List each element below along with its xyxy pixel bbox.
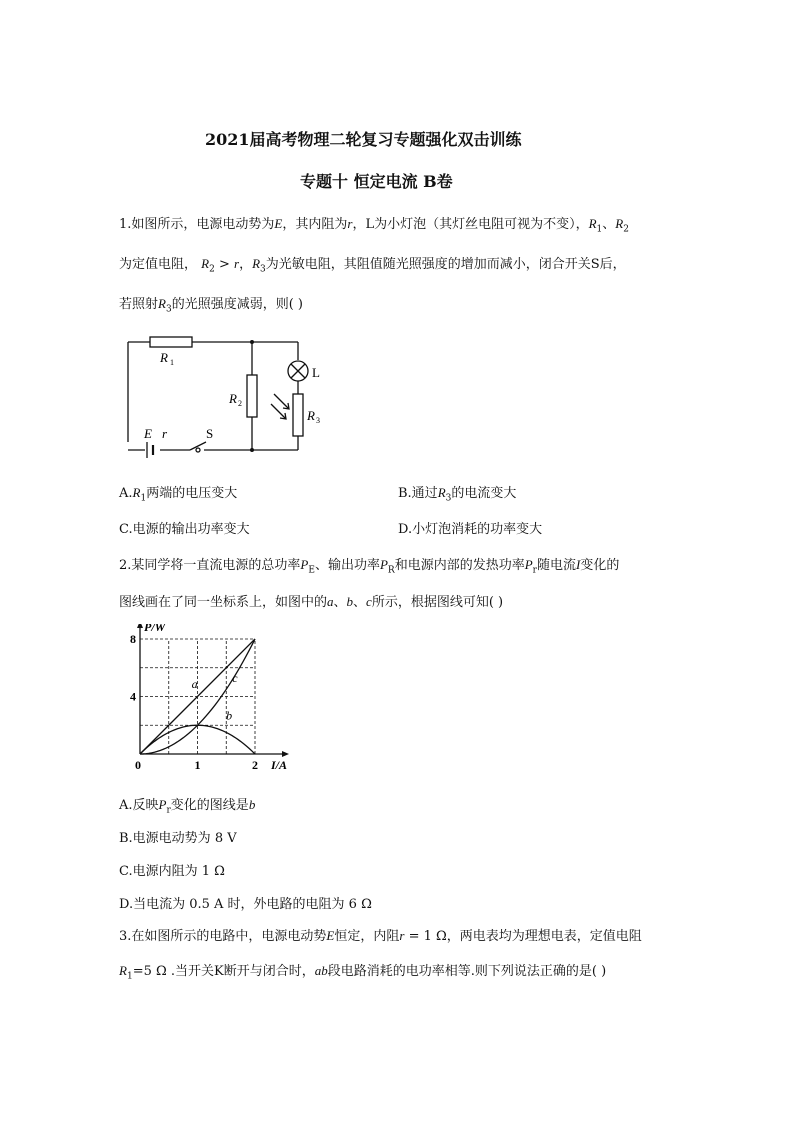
q3-text-b: 恒定，内阻 xyxy=(334,929,400,944)
q3-text-a: 3.在如图所示的电路中，电源电动势 xyxy=(119,929,327,944)
q2-option-a-curve: b xyxy=(248,797,256,812)
x-tick-label: 1 xyxy=(194,758,201,772)
label-internal-r: r xyxy=(162,426,168,441)
x-tick-label: 2 xyxy=(252,758,258,772)
q2-option-a-label: A.反映 xyxy=(119,798,159,813)
label-r1: R xyxy=(160,350,168,365)
q3-text-e: 段电路消耗的电功率相等.则下列说法正确的是( ) xyxy=(327,964,607,979)
q1-option-b-label: B.通过 xyxy=(398,486,438,501)
light-arrow-1 xyxy=(274,394,289,409)
q2-line2: 图线画在了同一坐标系上，如图中的a、b、c所示，根据图线可知( ) xyxy=(119,594,504,610)
switch-contact xyxy=(196,448,200,452)
q1-text-e: ， xyxy=(239,257,253,272)
q1-line1: 1.如图所示，电源电动势为E，其内阻为r，L为小灯泡（其灯丝电阻可视为不变），$R_1$、$R_2$ xyxy=(119,216,629,235)
series-label-c: c xyxy=(232,671,238,686)
q1-text-a: 1.如图所示，电源电动势为 xyxy=(119,217,275,232)
page-title: 2021届高考物理二轮复习专题强化双击训练 xyxy=(205,130,522,149)
q2-text-b: 、输出功率 xyxy=(314,558,380,573)
q2-text-g: 所示，根据图线可知( ) xyxy=(371,595,504,610)
q1-option-a[interactable]: $A.R_1$两端的电压变大 xyxy=(119,485,238,504)
q1-option-b-text: 的电流变大 xyxy=(451,486,517,501)
resistor-r2 xyxy=(247,375,257,417)
q1-line2: 为定值电阻， $R_2 > r$，$R_3$为光敏电阻，其阻值随光照强度的增加而减小，闭合开关S后， xyxy=(119,256,626,275)
q1-option-b[interactable]: B.通过$R_3$的电流变大 xyxy=(398,485,517,504)
q2-option-b[interactable]: B.电源电动势为 8 V xyxy=(119,831,237,846)
q1-symbol-r1: R xyxy=(588,216,597,231)
q2-text-f: 图线画在了同一坐标系上，如图中的 xyxy=(119,595,328,610)
q1-option-a-label: A. xyxy=(119,486,133,501)
power-current-chart xyxy=(126,624,306,776)
q1-text-f: 为光敏电阻，其阻值随光照强度的增加而减小，闭合开关S后， xyxy=(265,257,626,272)
x-tick-label: 0 xyxy=(135,758,141,772)
q2-text-e: 变化的 xyxy=(580,558,620,573)
q1-symbol-r: r xyxy=(347,216,353,231)
q1-symbol-e: E xyxy=(274,216,283,231)
series-line-b xyxy=(140,725,255,754)
q2-text-d: 随电流 xyxy=(536,558,576,573)
x-axis-arrow xyxy=(282,751,289,757)
label-r3: R xyxy=(307,408,315,423)
q2-line1: 2.某同学将一直流电源的总功率$P_E$、输出功率$P_R$和电源内部的发热功率$P_r$随电流I变化的 xyxy=(119,557,620,576)
q2-option-c[interactable]: C.电源内阻为 1 Ω xyxy=(119,864,225,879)
series-label-b: b xyxy=(226,708,233,723)
q1-option-d[interactable]: D.小灯泡消耗的功率变大 xyxy=(398,522,543,537)
q2-option-d[interactable]: D.当电流为 0.5 A 时，外电路的电阻为 6 Ω xyxy=(119,897,372,912)
y-axis-arrow xyxy=(137,624,143,628)
circuit-diagram-q1 xyxy=(118,330,338,460)
y-axis-label: P/W xyxy=(144,624,166,634)
q1-text-b: ，其内阻为 xyxy=(282,217,348,232)
y-tick-label: 4 xyxy=(130,689,136,704)
q3-text-c: ，两电表均为理想电表，定值电阻 xyxy=(446,929,642,944)
q2-text-a: 2.某同学将一直流电源的总功率 xyxy=(119,558,301,573)
series-label-a: a xyxy=(191,676,198,691)
label-r2-sub: 2 xyxy=(238,399,242,408)
q2-option-a-text: 变化的图线是 xyxy=(170,798,249,813)
chart-labels xyxy=(130,624,287,772)
q1-text-h: 的光照强度减弱，则( ) xyxy=(171,297,303,312)
label-emf: E xyxy=(144,426,152,441)
q1-option-a-text: 两端的电压变大 xyxy=(146,486,238,501)
q1-text-d: 为定值电阻， xyxy=(119,257,198,272)
q2-option-a[interactable]: A.反映$P_r$变化的图线是b xyxy=(119,797,256,816)
y-tick-label: 8 xyxy=(130,632,136,646)
q1-line3: 若照射$R_3$的光照强度减弱，则( ) xyxy=(119,296,303,315)
q1-option-c[interactable]: C.电源的输出功率变大 xyxy=(119,522,250,537)
label-switch: S xyxy=(206,426,214,441)
x-axis-label: I/A xyxy=(270,758,288,772)
light-arrow-2 xyxy=(271,404,286,419)
q3-text-d: =5 Ω .当开关K断开与闭合时， xyxy=(132,964,315,979)
label-r2: R xyxy=(229,391,237,406)
label-r1-sub: 1 xyxy=(170,358,174,367)
resistor-r1 xyxy=(150,337,192,347)
label-lamp: L xyxy=(312,365,320,380)
q2-text-c: 和电源内部的发热功率 xyxy=(394,558,525,573)
q3-line1: 3.在如图所示的电路中，电源电动势E恒定，内阻r = 1 Ω，两电表均为理想电表，定值电阻 xyxy=(119,928,642,944)
q3-line2: $R_1=5$ Ω .当开关K断开与闭合时，ab段电路消耗的电功率相等.则下列说法正确的是( ) xyxy=(119,963,607,982)
label-r3-sub: 3 xyxy=(316,416,320,425)
q1-text-g: 若照射 xyxy=(119,297,159,312)
resistor-r3 xyxy=(293,394,303,436)
q1-text-c: ，L为小灯泡（其灯丝电阻可视为不变）， xyxy=(352,217,589,232)
page-subtitle: 专题十 恒定电流 B卷 xyxy=(300,172,453,191)
